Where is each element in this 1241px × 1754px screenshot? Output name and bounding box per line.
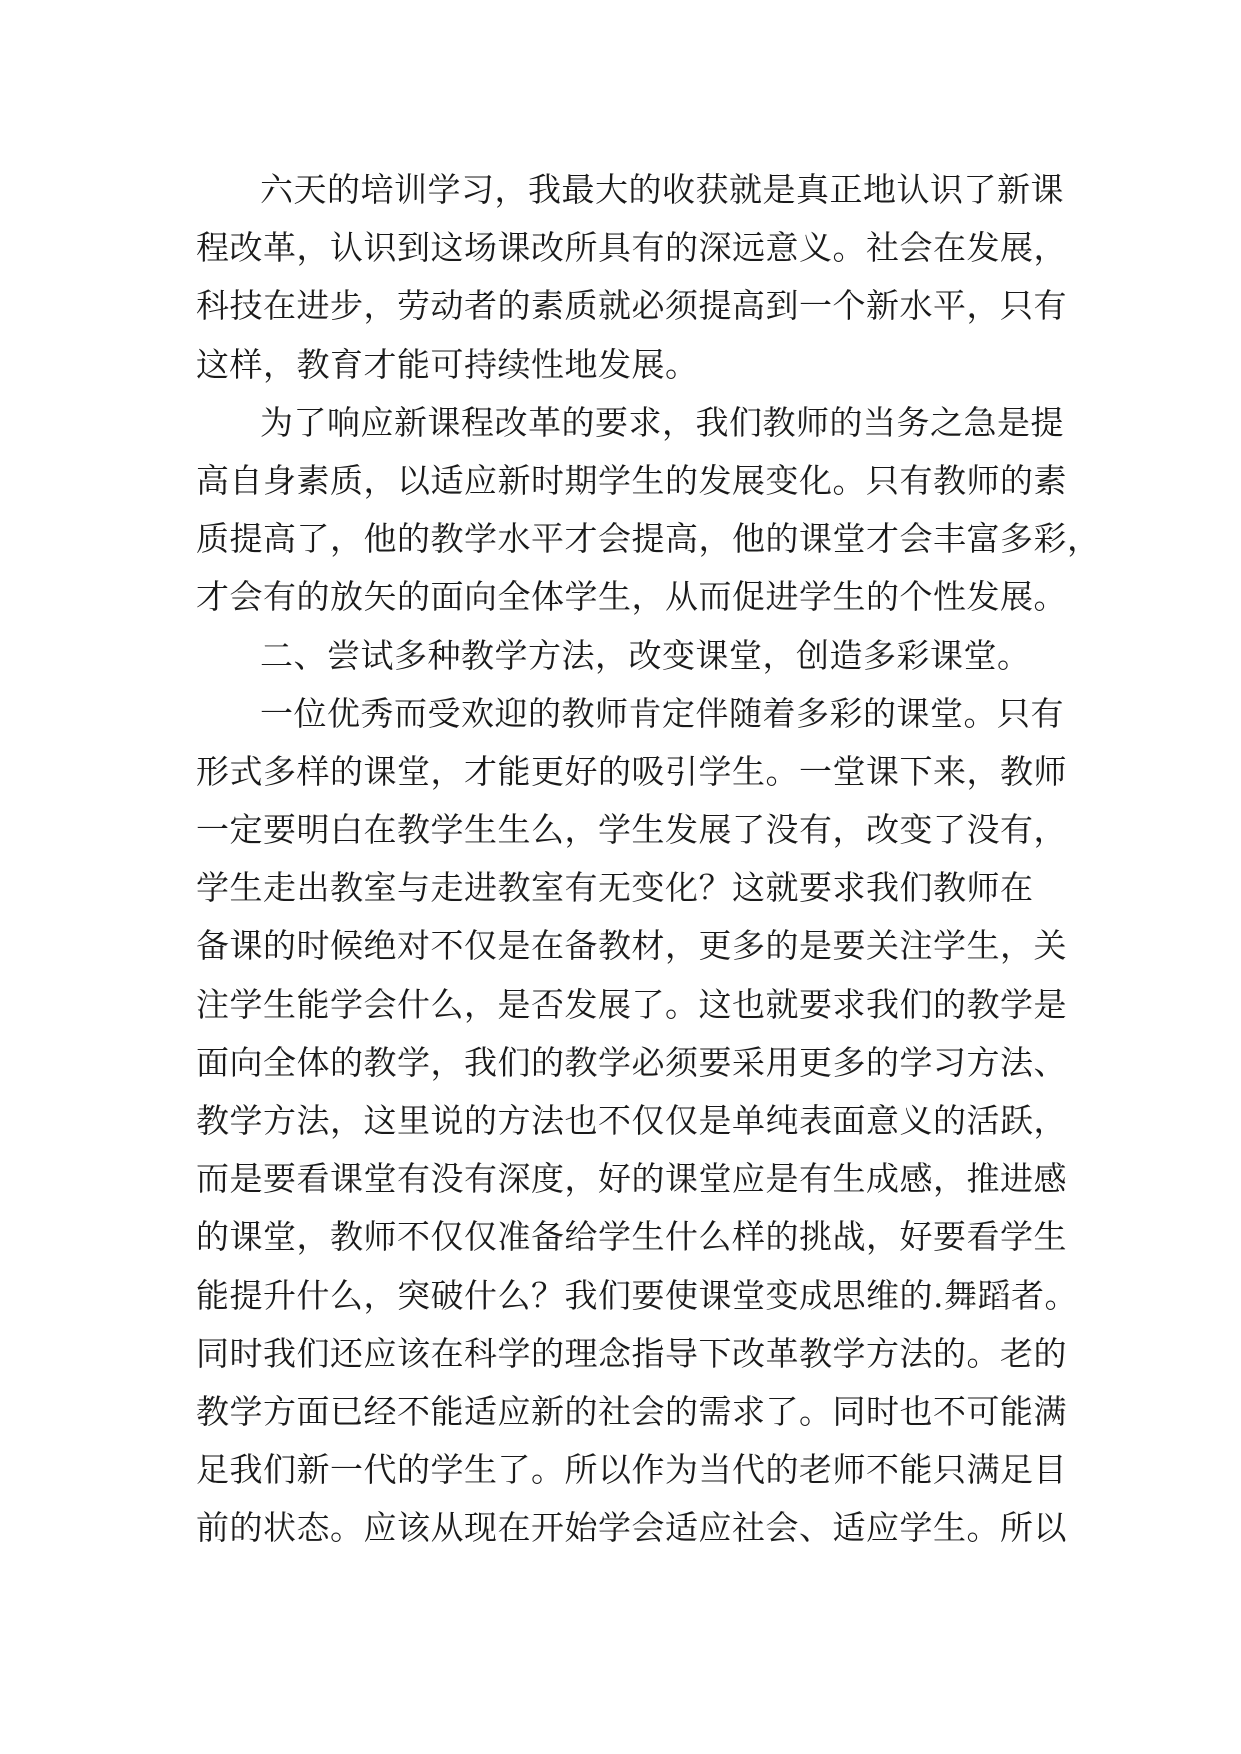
text-line: 学生走出教室与走进教室有无变化？这就要求我们教师在 bbox=[196, 868, 1034, 908]
text-line: 而是要看课堂有没有深度，好的课堂应是有生成感，推进感 bbox=[196, 1159, 1067, 1199]
text-line: 备课的时候绝对不仅是在备教材，更多的是要关注学生，关 bbox=[196, 926, 1067, 966]
text-line: 教学方法，这里说的方法也不仅仅是单纯表面意义的活跃， bbox=[196, 1101, 1067, 1140]
text-line: 高自身素质，以适应新时期学生的发展变化。只有教师的素 bbox=[196, 460, 1067, 500]
text-line: 才会有的放矢的面向全体学生，从而促进学生的个性发展。 bbox=[196, 577, 1067, 617]
text-line: 前的状态。应该从现在开始学会适应社会、适应学生。所以 bbox=[196, 1508, 1067, 1548]
text-line: 面向全体的教学，我们的教学必须要采用更多的学习方法、 bbox=[196, 1042, 1067, 1082]
text-line: 质提高了，他的教学水平才会提高，他的课堂才会丰富多彩， bbox=[196, 519, 1101, 559]
text-line: 程改革，认识到这场课改所具有的深远意义。社会在发展， bbox=[196, 228, 1067, 268]
document-body bbox=[196, 161, 1101, 1558]
text-line: 为了响应新课程改革的要求，我们教师的当务之急是提 bbox=[260, 402, 1064, 442]
text-line: 足我们新一代的学生了。所以作为当代的老师不能只满足目 bbox=[196, 1450, 1067, 1490]
text-line: 能提升什么，突破什么？我们要使课堂变成思维的.舞蹈者。 bbox=[196, 1275, 1078, 1315]
text-line: 这样，教育才能可持续性地发展。 bbox=[196, 344, 699, 384]
text-line: 教学方面已经不能适应新的社会的需求了。同时也不可能满 bbox=[196, 1391, 1067, 1431]
text-line: 二、尝试多种教学方法，改变课堂，创造多彩课堂。 bbox=[260, 635, 1031, 675]
text-line: 注学生能学会什么，是否发展了。这也就要求我们的教学是 bbox=[196, 984, 1067, 1024]
text-line: 六天的培训学习，我最大的收获就是真正地认识了新课 bbox=[260, 170, 1064, 209]
text-line: 一定要明白在教学生生么，学生发展了没有，改变了没有， bbox=[196, 810, 1067, 850]
text-line: 的课堂，教师不仅仅准备给学生什么样的挑战，好要看学生 bbox=[196, 1217, 1067, 1257]
text-line: 形式多样的课堂，才能更好的吸引学生。一堂课下来，教师 bbox=[196, 751, 1067, 791]
text-line: 同时我们还应该在科学的理念指导下改革教学方法的。老的 bbox=[196, 1333, 1067, 1373]
text-line: 科技在进步，劳动者的素质就必须提高到一个新水平，只有 bbox=[196, 286, 1067, 326]
text-line: 一位优秀而受欢迎的教师肯定伴随着多彩的课堂。只有 bbox=[260, 693, 1064, 733]
